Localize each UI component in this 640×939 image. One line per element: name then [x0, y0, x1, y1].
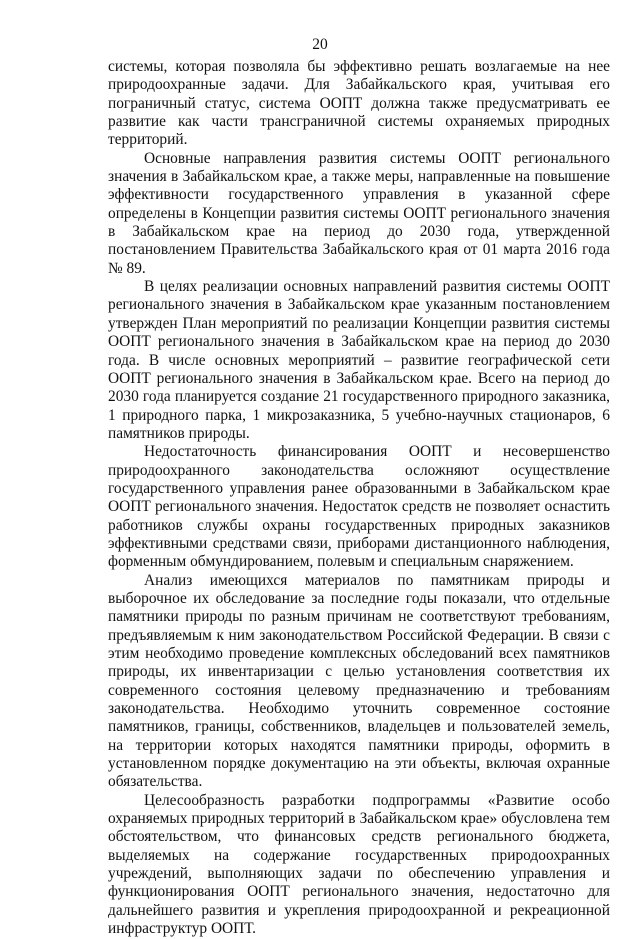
paragraph-insufficient-funding: Недостаточность финансирования ООПТ и несовершенство природоохранного законодательства осложняют осуществление государственного управления ранее образованными в Забайкальском крае ООПТ регионального значения. Недостаток средств не позволяет оснастить работников службы охраны государственных природных заказников эффективными средствами связи, приборами дистанционного наблюдения, форменным обмундированием, полевым и специальным снаряжением.	[108, 443, 610, 571]
paragraph-subprogram-rationale: Целесообразность разработки подпрограммы «Развитие особо охраняемых природных территорий в Забайкальском крае» обусловлена тем обстоятельством, что финансовых средств регионального бюджета, выделяемых на содержание государственных природоохранных учреждений, выполняющих задачи по обеспечению управления и функционирования ООПТ регионального значения, недостаточно для дальнейшего развития и укрепления природоохранной и рекреационной инфраструктур ООПТ.	[108, 791, 610, 938]
paragraph-natural-monuments: Анализ имеющихся материалов по памятникам природы и выборочное их обследование за последние годы показали, что отдельные памятники природы по разным причинам не соответствуют требованиям, предъявляемым к ним законодательством Российской Федерации. В связи с этим необходимо проведение комплексных обследований всех памятников природы, их инвентаризации с целью установления соответствия их современного состояния целевому предназначению и требованиям законодательства. Необходимо уточнить современное состояние памятников, границы, собственников, владельцев и пользователей земель, на территории которых находятся памятники природы, оформить в установленном порядке документацию на эти объекты, включая охранные обязательства.	[108, 571, 610, 791]
paragraph-development-directions: Основные направления развития системы ООПТ регионального значения в Забайкальском крае, а также меры, направленные на повышение эффективности государственного управления в указанной сфере определены в Концепции развития системы ООПТ регионального значения в Забайкальском крае на период до 2030 года, утвержденной постановлением Правительства Забайкальского края от 01 марта 2016 года № 89.	[108, 149, 610, 277]
paragraph-action-plan: В целях реализации основных направлений развития системы ООПТ регионального значения в Забайкальском крае указанным постановлением утвержден План мероприятий по реализации Концепции развития системы ООПТ регионального значения в Забайкальском крае на период до 2030 года. В числе основных мероприятий – развитие географической сети ООПТ регионального значения в Забайкальском крае. Всего на период до 2030 года планируется создание 21 государственного природного заказника, 1 природного парка, 1 микрозаказника, 5 учебно-научных стационаров, 6 памятников природы.	[108, 278, 610, 442]
page-number: 20	[312, 36, 328, 53]
paragraph-continuation: системы, которая позволяла бы эффективно решать возлагаемые на нее природоохранные задачи. Для Забайкальского края, учитывая его пограничный статус, система ООПТ должна также предусматривать ее развитие как части трансграничной системы охраняемых природных территорий.	[108, 58, 610, 149]
document-body	[108, 58, 610, 939]
